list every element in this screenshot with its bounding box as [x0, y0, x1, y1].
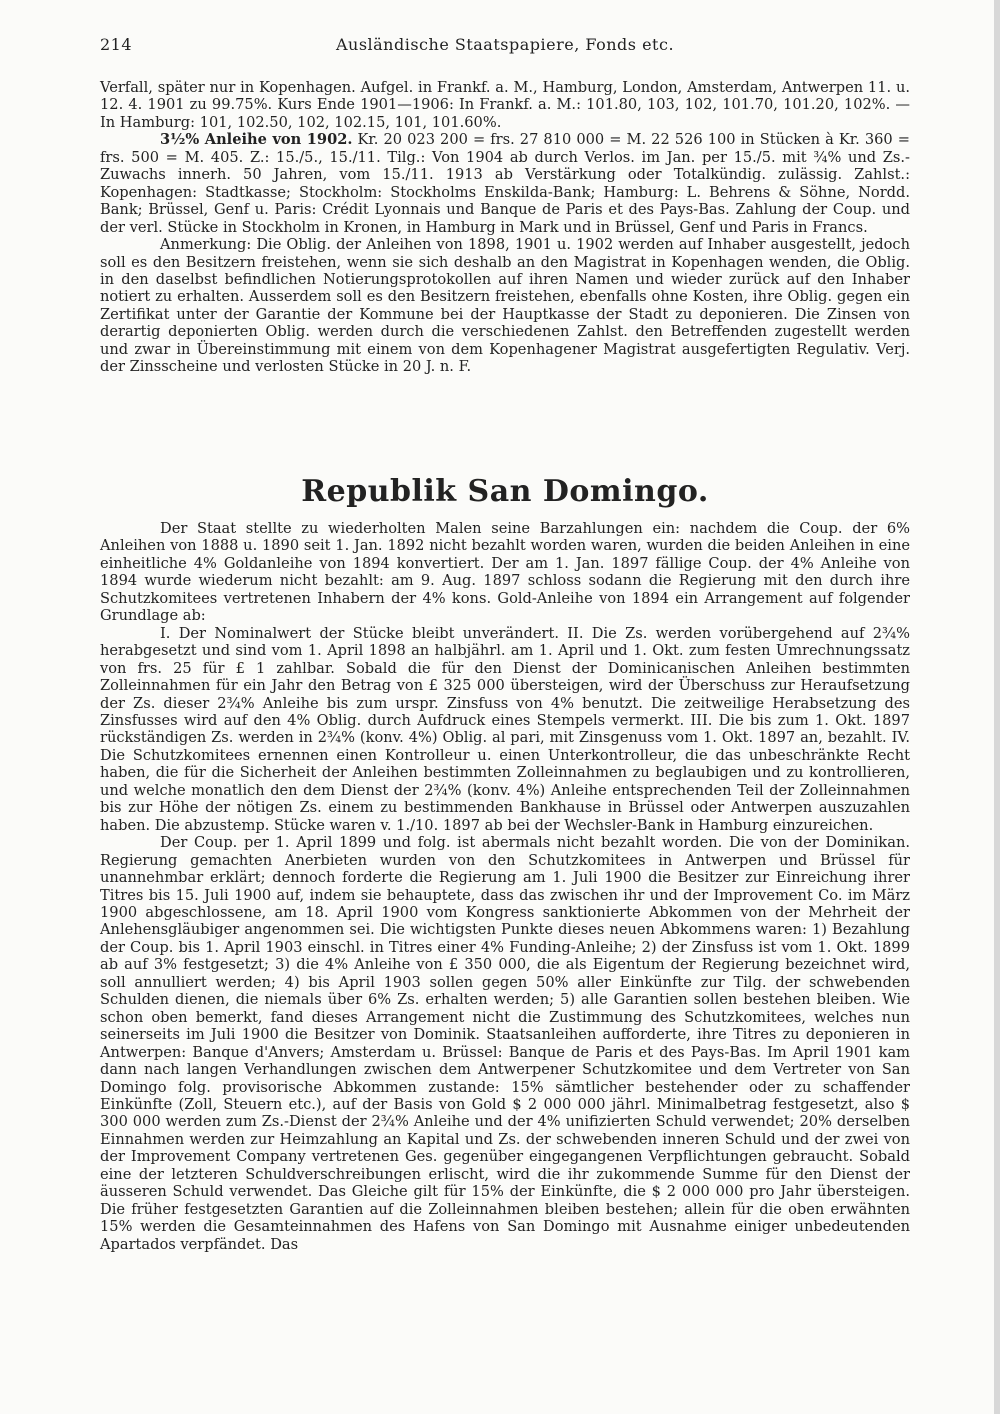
loan-1902-title: 3½% Anleihe von 1902.: [160, 131, 353, 149]
paragraph-arrangement-terms: I. Der Nominalwert der Stücke bleibt unverändert. II. Die Zs. werden vorübergehend auf 2¾% herabgesetzt und sind vom 1. April 1898 an halbjährl. am 1. April und 1. Okt. zum festen Umrechnungssatz von frs. 25 für £ 1 zahlbar. Sobald die für den Dienst der Dominicanischen Anleihen bestimmten Zolleinnahmen für ein Jahr den Betrag von £ 325 000 übersteigen, wird der Überschuss zur Heraufsetzung der Zs. dieser 2¾% Anleihe bis zum urspr. Zinsfuss von 4% benutzt. Die zeitweilige Herabsetzung des Zinsfusses wird auf den 4% Oblig. durch Aufdruck eines Stempels vermerkt. III. Die bis zum 1. Okt. 1897 rückständigen Zs. werden in 2¾% (konv. 4%) Oblig. al pari, mit Zinsgenuss vom 1. Okt. 1897 an, bezahlt. IV. Die Schutzkomitees ernennen einen Kontrolleur u. einen Unterkontrolleur, die das unbeschränkte Recht haben, die für die Sicherheit der Anleihen bestimmten Zolleinnahmen zu beglaubigen und zu kontrollieren, und welche monatlich den dem Dienst der 2¾% (konv. 4%) Anleihe entsprechenden Teil der Zolleinnahmen bis zur Höhe der nötigen Zs. einem zu bestimmenden Bankhause in Brüssel oder Antwerpen auszuzahlen haben. Die abzustemp. Stücke waren v. 1./10. 1897 ab bei der Wechsler-Bank in Hamburg einzureichen.: [100, 624, 910, 834]
page-number: 214: [100, 35, 133, 54]
section-heading-san-domingo: Republik San Domingo.: [301, 474, 709, 509]
danish-loans-section: [100, 79, 910, 376]
running-title: Ausländische Staatspapiere, Fonds etc.: [335, 35, 675, 54]
paragraph-later-agreements: Der Coup. per 1. April 1899 und folg. ist abermals nicht bezahlt worden. Die von der Dominikan. Regierung gemachten Anerbieten wurden von den Schutzkomitees in Antwerpen und Brüssel für unannehmbar erklärt; dennoch forderte die Regierung am 1. Juli 1900 die Besitzer zur Einreichung ihrer Titres bis 15. Juli 1900 auf, indem sie behauptete, dass das zwischen ihr und der Improvement Co. im März 1900 abgeschlossene, am 18. April 1900 vom Kongress sanktionierte Abkommen von der Mehrheit der Anlehensgläubiger angenommen sei. Die wichtigsten Punkte dieses neuen Abkommens waren: 1) Bezahlung der Coup. bis 1. April 1903 einschl. in Titres einer 4% Funding-Anleihe; 2) der Zinsfuss ist vom 1. Okt. 1899 ab auf 3% festgesetzt; 3) die 4% Anleihe von £ 350 000, die als Eigentum der Regierung bezeichnet wird, soll annulliert werden; 4) bis April 1903 sollen gegen 50% aller Einkünfte zur Tilg. der schwebenden Schulden dienen, die niemals über 6% Zs. erhalten werden; 5) alle Garantien sollen bestehen bleiben. Wie schon oben bemerkt, fand dieses Arrangement nicht die Zustimmung des Schutzkomitees, welches nun seinerseits im Juli 1900 die Besitzer von Dominik. Staatsanleihen aufforderte, ihre Titres zu deponieren in Antwerpen: Banque d'Anvers; Amsterdam u. Brüssel: Banque de Paris et des Pays-Bas. Im April 1901 kam dann nach langen Verhandlungen zwischen dem Antwerpener Schutzkomitee und dem Vertreter von San Domingo folg. provisorische Abkommen zustande: 15% sämtlicher bestehender oder zu schaffender Einkünfte (Zoll, Steuern etc.), auf der Basis von Gold $ 2 000 000 jährl. Minimalbetrag festgesetzt, also $ 300 000 werden zum Zs.-Dienst der 2¾% Anleihe und der 4% unifizierten Schuld verwendet; 20% derselben Einnahmen werden zur Heimzahlung an Kapital und Zs. der schwebenden inneren Schuld und der zwei von der Improvement Company vertretenen Ges. gegenüber eingegangenen Verpflichtungen gebraucht. Sobald eine der letzteren Schuldverschreibungen erlischt, wird die ihr zukommende Summe für den Dienst der äusseren Schuld verwendet. Das Gleiche gilt für 15% der Einkünfte, die $ 2 000 000 pro Jahr übersteigen. Die früher festgesetzten Garantien auf die Zolleinnahmen bleiben bestehen; allein für die oben erwähnten 15% werden die Gesamteinnahmen des Hafens von San Domingo mit Ausnahme einiger unbedeutenden Apartados verpfändet. Das: [100, 834, 910, 1253]
running-head: [100, 35, 910, 61]
page-gutter: [994, 0, 1000, 1414]
intro-paragraph: Verfall, später nur in Kopenhagen. Aufgel. in Frankf. a. M., Hamburg, London, Amsterdam, Antwerpen 11. u. 12. 4. 1901 zu 99.75%. Kurs Ende 1901—1906: In Frankf. a. M.: 101.80, 103, 102, 101.70, 101.20, 102%. — In Hamburg: 101, 102.50, 102, 102.15, 101, 101.60%.: [100, 79, 910, 131]
note-paragraph: Anmerkung: Die Oblig. der Anleihen von 1898, 1901 u. 1902 werden auf Inhaber ausgestellt, jedoch soll es den Besitzern freistehen, wenn sie sich deshalb an den Magistrat in Kopenhagen wenden, die Oblig. in den daselbst befindlichen Notierungsprotokollen auf ihren Namen und wieder zurück auf den Inhaber notiert zu erhalten. Ausserdem soll es den Besitzern freistehen, ebenfalls ohne Kosten, ihre Oblig. gegen ein Zertifikat unter der Garantie der Kommune bei der Hauptkasse der Stadt zu deponieren. Die Zinsen von derartig deponierten Oblig. werden durch die verschiedenen Zahlst. den Betreffenden zugestellt werden und zwar in Übereinstimmung mit einem von dem Kopenhagener Magistrat ausgefertigten Regulativ. Verj. der Zinsscheine und verlosten Stücke in 20 J. n. F.: [100, 236, 910, 376]
paragraph-suspension: Der Staat stellte zu wiederholten Malen seine Barzahlungen ein: nachdem die Coup. der 6% Anleihen von 1888 u. 1890 seit 1. Jan. 1892 nicht bezahlt worden waren, wurden die beiden Anleihen in eine einheitliche 4% Goldanleihe von 1894 konvertiert. Der am 1. Jan. 1897 fällige Coup. der 4% Anleihe von 1894 wurde wiederum nicht bezahlt: am 9. Aug. 1897 schloss sodann die Regierung mit den durch ihre Schutzkomitees vertretenen Inhabern der 4% kons. Gold-Anleihe von 1894 ein Arrangement auf folgender Grundlage ab:: [100, 520, 910, 625]
loan-1902-text: Kr. 20 023 200 = frs. 27 810 000 = M. 22 526 100 in Stücken à Kr. 360 = frs. 500 = M. 405. Z.: 15./5., 15./11. Tilg.: Von 1904 ab durch Verlos. im Jan. per 15./5. mit ¾% und Zs.-Zuwachs innerh. 50 Jahren, vom 15./11. 1913 ab Verstärkung oder Totalkündig. zulässig. Zahlst.: Kopenhagen: Stadtkasse; Stockholm: Stockholms Enskilda-Bank; Hamburg: L. Behrens & Söhne, Nordd. Bank; Brüssel, Genf u. Paris: Crédit Lyonnais und Banque de Paris et des Pays-Bas. Zahlung der Coup. und der verl. Stücke in Stockholm in Kronen, in Hamburg in Mark und in Brüssel, Genf und Paris in Francs.: [100, 131, 910, 236]
san-domingo-section: [100, 520, 910, 1253]
loan-1902-paragraph: [100, 131, 910, 236]
